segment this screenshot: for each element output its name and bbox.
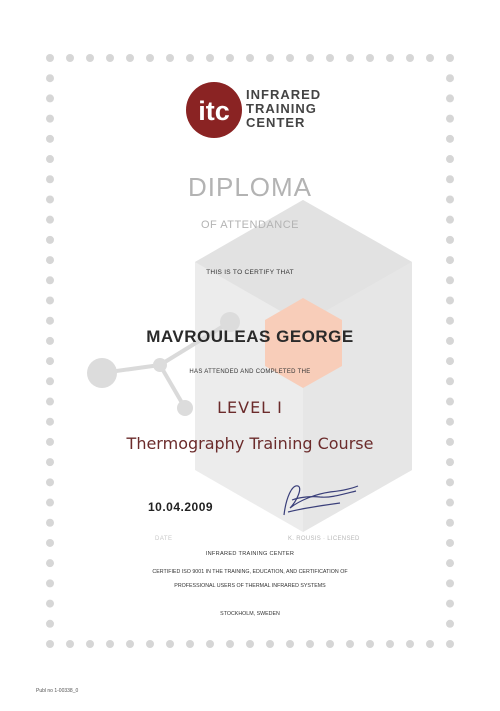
border-dot: [146, 640, 154, 648]
border-dot: [46, 600, 54, 608]
border-dot: [126, 54, 134, 62]
border-dot: [446, 539, 454, 547]
border-dot: [366, 54, 374, 62]
diploma-title: DIPLOMA: [187, 172, 313, 202]
border-dot: [446, 256, 454, 264]
border-dot: [46, 640, 54, 648]
border-dot: [46, 236, 54, 244]
itc-logo: [186, 82, 242, 138]
border-dot: [266, 54, 274, 62]
border-dot: [446, 54, 454, 62]
border-dot: [46, 620, 54, 628]
border-dot: [446, 135, 454, 143]
border-dot: [166, 640, 174, 648]
border-dot: [446, 357, 454, 365]
border-dot: [46, 357, 54, 365]
border-dot: [446, 94, 454, 102]
border-dot: [346, 54, 354, 62]
border-dot: [286, 640, 294, 648]
border-dot: [426, 640, 434, 648]
border-dot: [166, 54, 174, 62]
hexagon-watermark: [195, 200, 412, 532]
course-level: LEVEL I: [217, 398, 283, 417]
border-dot: [426, 54, 434, 62]
border-dot: [446, 640, 454, 648]
border-dot: [446, 600, 454, 608]
border-dot: [46, 499, 54, 507]
border-dot: [446, 115, 454, 123]
logo-wordmark: [246, 88, 321, 130]
border-dot: [446, 155, 454, 163]
border-dot: [446, 519, 454, 527]
certify-text: THIS IS TO CERTIFY THAT: [206, 269, 294, 276]
border-dot: [86, 640, 94, 648]
publication-reference: Publ no 1-00338_0: [36, 688, 79, 694]
course-title: Thermography Training Course: [126, 434, 374, 453]
border-dot: [286, 54, 294, 62]
border-dot: [46, 317, 54, 325]
border-dot: [446, 276, 454, 284]
border-dot: [46, 559, 54, 567]
border-dot: [366, 640, 374, 648]
border-dot: [46, 296, 54, 304]
border-dot: [446, 74, 454, 82]
border-dot: [386, 640, 394, 648]
border-dot: [446, 418, 454, 426]
border-dot: [446, 559, 454, 567]
border-dot: [246, 640, 254, 648]
border-dot: [106, 54, 114, 62]
border-dot: [46, 539, 54, 547]
signature-label: K. ROUSIS · LICENSED: [288, 536, 360, 542]
border-dot: [446, 499, 454, 507]
diploma-subtitle: OF ATTENDANCE: [201, 219, 299, 231]
border-dot: [446, 458, 454, 466]
border-dot: [46, 135, 54, 143]
certification-line-2: PROFESSIONAL USERS OF THERMAL INFRARED SYSTEMS: [174, 583, 326, 589]
date-label: DATE: [155, 536, 173, 542]
border-dot: [46, 155, 54, 163]
border-dot: [386, 54, 394, 62]
border-dot: [246, 54, 254, 62]
border-dot: [46, 94, 54, 102]
border-dot: [106, 640, 114, 648]
border-dot: [206, 640, 214, 648]
border-dot: [146, 54, 154, 62]
border-dot: [46, 377, 54, 385]
border-dot: [126, 640, 134, 648]
border-dot: [46, 54, 54, 62]
border-dot: [326, 54, 334, 62]
border-dot: [226, 640, 234, 648]
border-dot: [186, 640, 194, 648]
border-dot: [446, 296, 454, 304]
logo-mark-text: itc: [198, 96, 230, 126]
border-dot: [86, 54, 94, 62]
border-dot: [46, 519, 54, 527]
logo-line-3: CENTER: [246, 115, 306, 130]
border-dot: [46, 256, 54, 264]
recipient-name: MAVROULEAS GEORGE: [146, 327, 354, 346]
city: STOCKHOLM, SWEDEN: [220, 611, 280, 617]
border-dot: [306, 54, 314, 62]
border-dot: [46, 418, 54, 426]
attended-text: HAS ATTENDED AND COMPLETED THE: [189, 369, 311, 375]
border-dot: [206, 54, 214, 62]
border-dot: [46, 276, 54, 284]
border-dot: [446, 478, 454, 486]
border-dot: [446, 317, 454, 325]
border-dot: [66, 640, 74, 648]
issue-date: 10.04.2009: [148, 500, 214, 514]
border-dot: [46, 478, 54, 486]
border-dot: [46, 458, 54, 466]
border-dot: [186, 54, 194, 62]
certification-line-1: CERTIFIED ISO 9001 IN THE TRAINING, EDUCATION, AND CERTIFICATION OF: [152, 569, 348, 575]
border-dot: [446, 620, 454, 628]
logo-line-1: INFRARED: [246, 87, 322, 102]
organization-name: INFRARED TRAINING CENTER: [205, 551, 295, 557]
border-dot: [66, 54, 74, 62]
border-dot: [46, 115, 54, 123]
border-dot: [406, 640, 414, 648]
border-dot: [446, 236, 454, 244]
border-dot: [226, 54, 234, 62]
logo-line-2: TRAINING: [246, 101, 317, 116]
border-dot: [46, 74, 54, 82]
border-dot: [346, 640, 354, 648]
border-dot: [266, 640, 274, 648]
border-dot: [446, 377, 454, 385]
border-dot: [306, 640, 314, 648]
border-dot: [326, 640, 334, 648]
border-dot: [406, 54, 414, 62]
